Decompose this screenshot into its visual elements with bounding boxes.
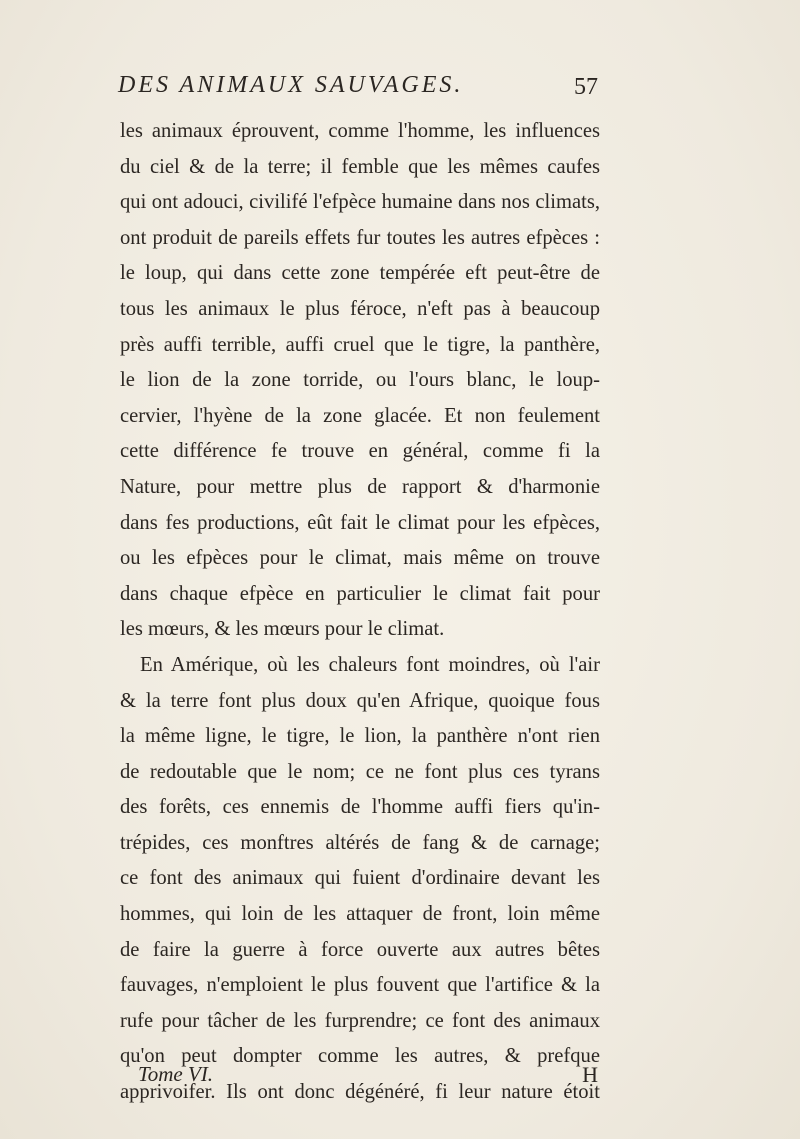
text-line: qu'on peut dompter comme les autres, & prefque <box>120 1045 600 1068</box>
text-line: cervier, l'hyène de la zone glacée. Et non feulement <box>120 404 600 427</box>
text-line: des forêts, ces ennemis de l'homme auffi fiers qu'in- <box>120 796 600 819</box>
text-line: cette différence fe trouve en général, comme fi la <box>120 440 600 463</box>
text-line: ce font des animaux qui fuient d'ordinaire devant les <box>120 867 600 890</box>
page-number: 57 <box>574 74 598 100</box>
text-line: du ciel & de la terre; il femble que les mêmes caufes <box>120 155 600 178</box>
text-line: le loup, qui dans cette zone tempérée eft peut-être de <box>120 262 600 285</box>
text-line: ont produit de pareils effets fur toutes les autres efpèces : <box>120 226 600 249</box>
signature-mark: H <box>582 1062 598 1087</box>
text-line: fauvages, n'emploient le plus fouvent que l'artifice & la <box>120 974 600 997</box>
text-line: hommes, qui loin de les attaquer de front, loin même <box>120 903 600 926</box>
body-text <box>120 114 600 1111</box>
text-line: En Amérique, où les chaleurs font moindres, où l'air <box>140 653 600 676</box>
page-header <box>118 72 598 108</box>
text-line: rufe pour tâcher de les furprendre; ce font des animaux <box>120 1009 600 1032</box>
text-line: les animaux éprouvent, comme l'homme, les influences <box>120 120 600 142</box>
text-line: Nature, pour mettre plus de rapport & d'harmonie <box>120 475 600 498</box>
text-line: près auffi terrible, auffi cruel que le tigre, la panthère, <box>120 333 600 356</box>
text-line: ou les efpèces pour le climat, mais même on trouve <box>120 547 600 570</box>
text-line: la même ligne, le tigre, le lion, la panthère n'ont rien <box>120 725 600 748</box>
text-line: le lion de la zone torride, ou l'ours blanc, le loup- <box>120 369 600 392</box>
text-line: & la terre font plus doux qu'en Afrique, quoique fous <box>120 689 600 712</box>
text-line: de redoutable que le nom; ce ne font plus ces tyrans <box>120 760 600 783</box>
page-footer <box>138 1062 598 1092</box>
text-line: les mœurs, & les mœurs pour le climat. <box>120 618 445 641</box>
text-line: qui ont adouci, civilifé l'efpèce humaine dans nos climats, <box>120 191 600 214</box>
running-title: DES ANIMAUX SAUVAGES. <box>118 72 464 98</box>
text-line: dans fes productions, eût fait le climat pour les efpèces, <box>120 511 600 534</box>
text-line: apprivoifer. Ils ont donc dégénéré, fi leur nature étoit <box>120 1081 600 1104</box>
text-line: trépides, ces monftres altérés de fang & de carnage; <box>120 831 600 854</box>
text-line: de faire la guerre à force ouverte aux autres bêtes <box>120 938 600 961</box>
volume-mark: Tome VI. <box>138 1062 214 1086</box>
text-line: dans chaque efpèce en particulier le climat fait pour <box>120 582 600 605</box>
text-line: tous les animaux le plus féroce, n'eft pas à beaucoup <box>120 297 600 320</box>
